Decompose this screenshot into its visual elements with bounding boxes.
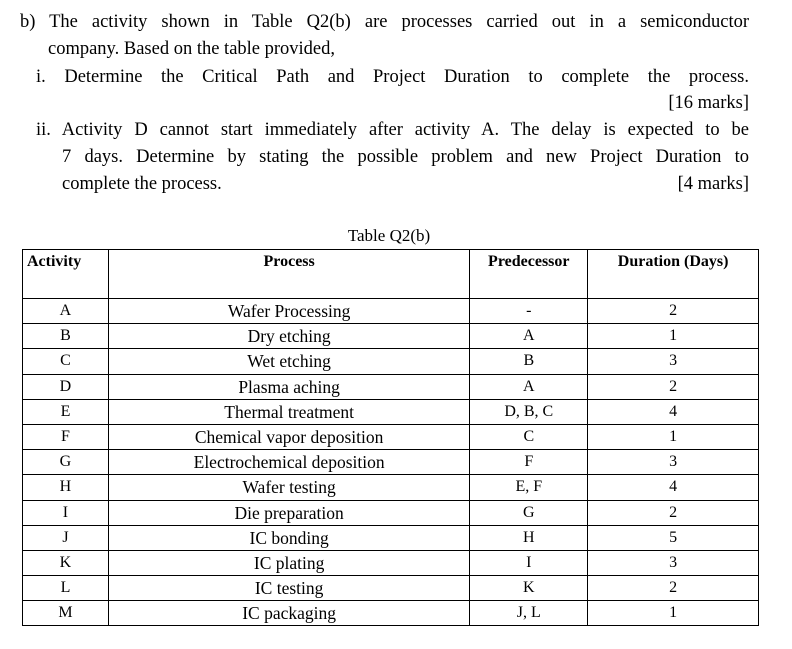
duration-cell: 3 (588, 550, 759, 575)
duration-cell: 5 (588, 525, 759, 550)
process-cell: Dry etching (108, 324, 469, 349)
predecessor-cell: I (470, 550, 588, 575)
header-duration: Duration (Days) (588, 250, 759, 299)
header-activity: Activity (23, 250, 109, 299)
process-cell: Wafer Processing (108, 299, 469, 324)
duration-cell: 1 (588, 424, 759, 449)
activity-cell: F (23, 424, 109, 449)
question-line-1: b) The activity shown in Table Q2(b) are processes carried out in a semiconductor (20, 12, 749, 32)
duration-cell: 3 (588, 450, 759, 475)
table-row (23, 550, 759, 575)
part-ii-marks: [4 marks] (677, 174, 749, 194)
table-row (23, 475, 759, 500)
part-ii-line-1: ii. Activity D cannot start immediately after activity A. The delay is expected to be (36, 120, 749, 140)
duration-cell: 3 (588, 349, 759, 374)
duration-cell: 2 (588, 299, 759, 324)
activity-cell: A (23, 299, 109, 324)
process-cell: Chemical vapor deposition (108, 424, 469, 449)
process-cell: Die preparation (108, 500, 469, 525)
duration-cell: 1 (588, 601, 759, 626)
part-ii-line-3: complete the process. (62, 174, 222, 194)
process-cell: Wet etching (108, 349, 469, 374)
table-row (23, 450, 759, 475)
activity-cell: G (23, 450, 109, 475)
table-row (23, 525, 759, 550)
activity-cell: K (23, 550, 109, 575)
activity-cell: H (23, 475, 109, 500)
activity-cell: E (23, 399, 109, 424)
table-row (23, 424, 759, 449)
process-cell: IC bonding (108, 525, 469, 550)
duration-cell: 2 (588, 374, 759, 399)
predecessor-cell: - (470, 299, 588, 324)
activity-cell: M (23, 601, 109, 626)
part-i-text: i. Determine the Critical Path and Project Duration to complete the process. (36, 67, 749, 87)
table-row (23, 374, 759, 399)
predecessor-cell: F (470, 450, 588, 475)
activity-cell: I (23, 500, 109, 525)
activity-cell: C (23, 349, 109, 374)
activity-cell: D (23, 374, 109, 399)
table-caption: Table Q2(b) (347, 226, 431, 245)
predecessor-cell: E, F (470, 475, 588, 500)
part-i-marks: [16 marks] (668, 93, 749, 113)
activity-cell: J (23, 525, 109, 550)
table-row (23, 500, 759, 525)
table-header-row (23, 250, 759, 299)
predecessor-cell: B (470, 349, 588, 374)
predecessor-cell: A (470, 324, 588, 349)
predecessor-cell: H (470, 525, 588, 550)
duration-cell: 4 (588, 399, 759, 424)
header-predecessor: Predecessor (470, 250, 588, 299)
table-row (23, 324, 759, 349)
predecessor-cell: D, B, C (470, 399, 588, 424)
process-cell: Thermal treatment (108, 399, 469, 424)
table-row (23, 576, 759, 601)
process-cell: Plasma aching (108, 374, 469, 399)
predecessor-cell: C (470, 424, 588, 449)
predecessor-cell: J, L (470, 601, 588, 626)
activity-cell: B (23, 324, 109, 349)
question-line-2: company. Based on the table provided, (48, 39, 336, 59)
duration-cell: 1 (588, 324, 759, 349)
duration-cell: 2 (588, 500, 759, 525)
process-cell: IC packaging (108, 601, 469, 626)
process-cell: IC testing (108, 576, 469, 601)
activity-cell: L (23, 576, 109, 601)
process-cell: Wafer testing (108, 475, 469, 500)
activity-table (22, 249, 759, 626)
part-ii-line-2: 7 days. Determine by stating the possible problem and new Project Duration to (62, 147, 749, 167)
table-row (23, 399, 759, 424)
table-row (23, 299, 759, 324)
predecessor-cell: G (470, 500, 588, 525)
table-row (23, 601, 759, 626)
process-cell: IC plating (108, 550, 469, 575)
header-process: Process (108, 250, 469, 299)
predecessor-cell: A (470, 374, 588, 399)
duration-cell: 4 (588, 475, 759, 500)
process-cell: Electrochemical deposition (108, 450, 469, 475)
predecessor-cell: K (470, 576, 588, 601)
table-row (23, 349, 759, 374)
duration-cell: 2 (588, 576, 759, 601)
